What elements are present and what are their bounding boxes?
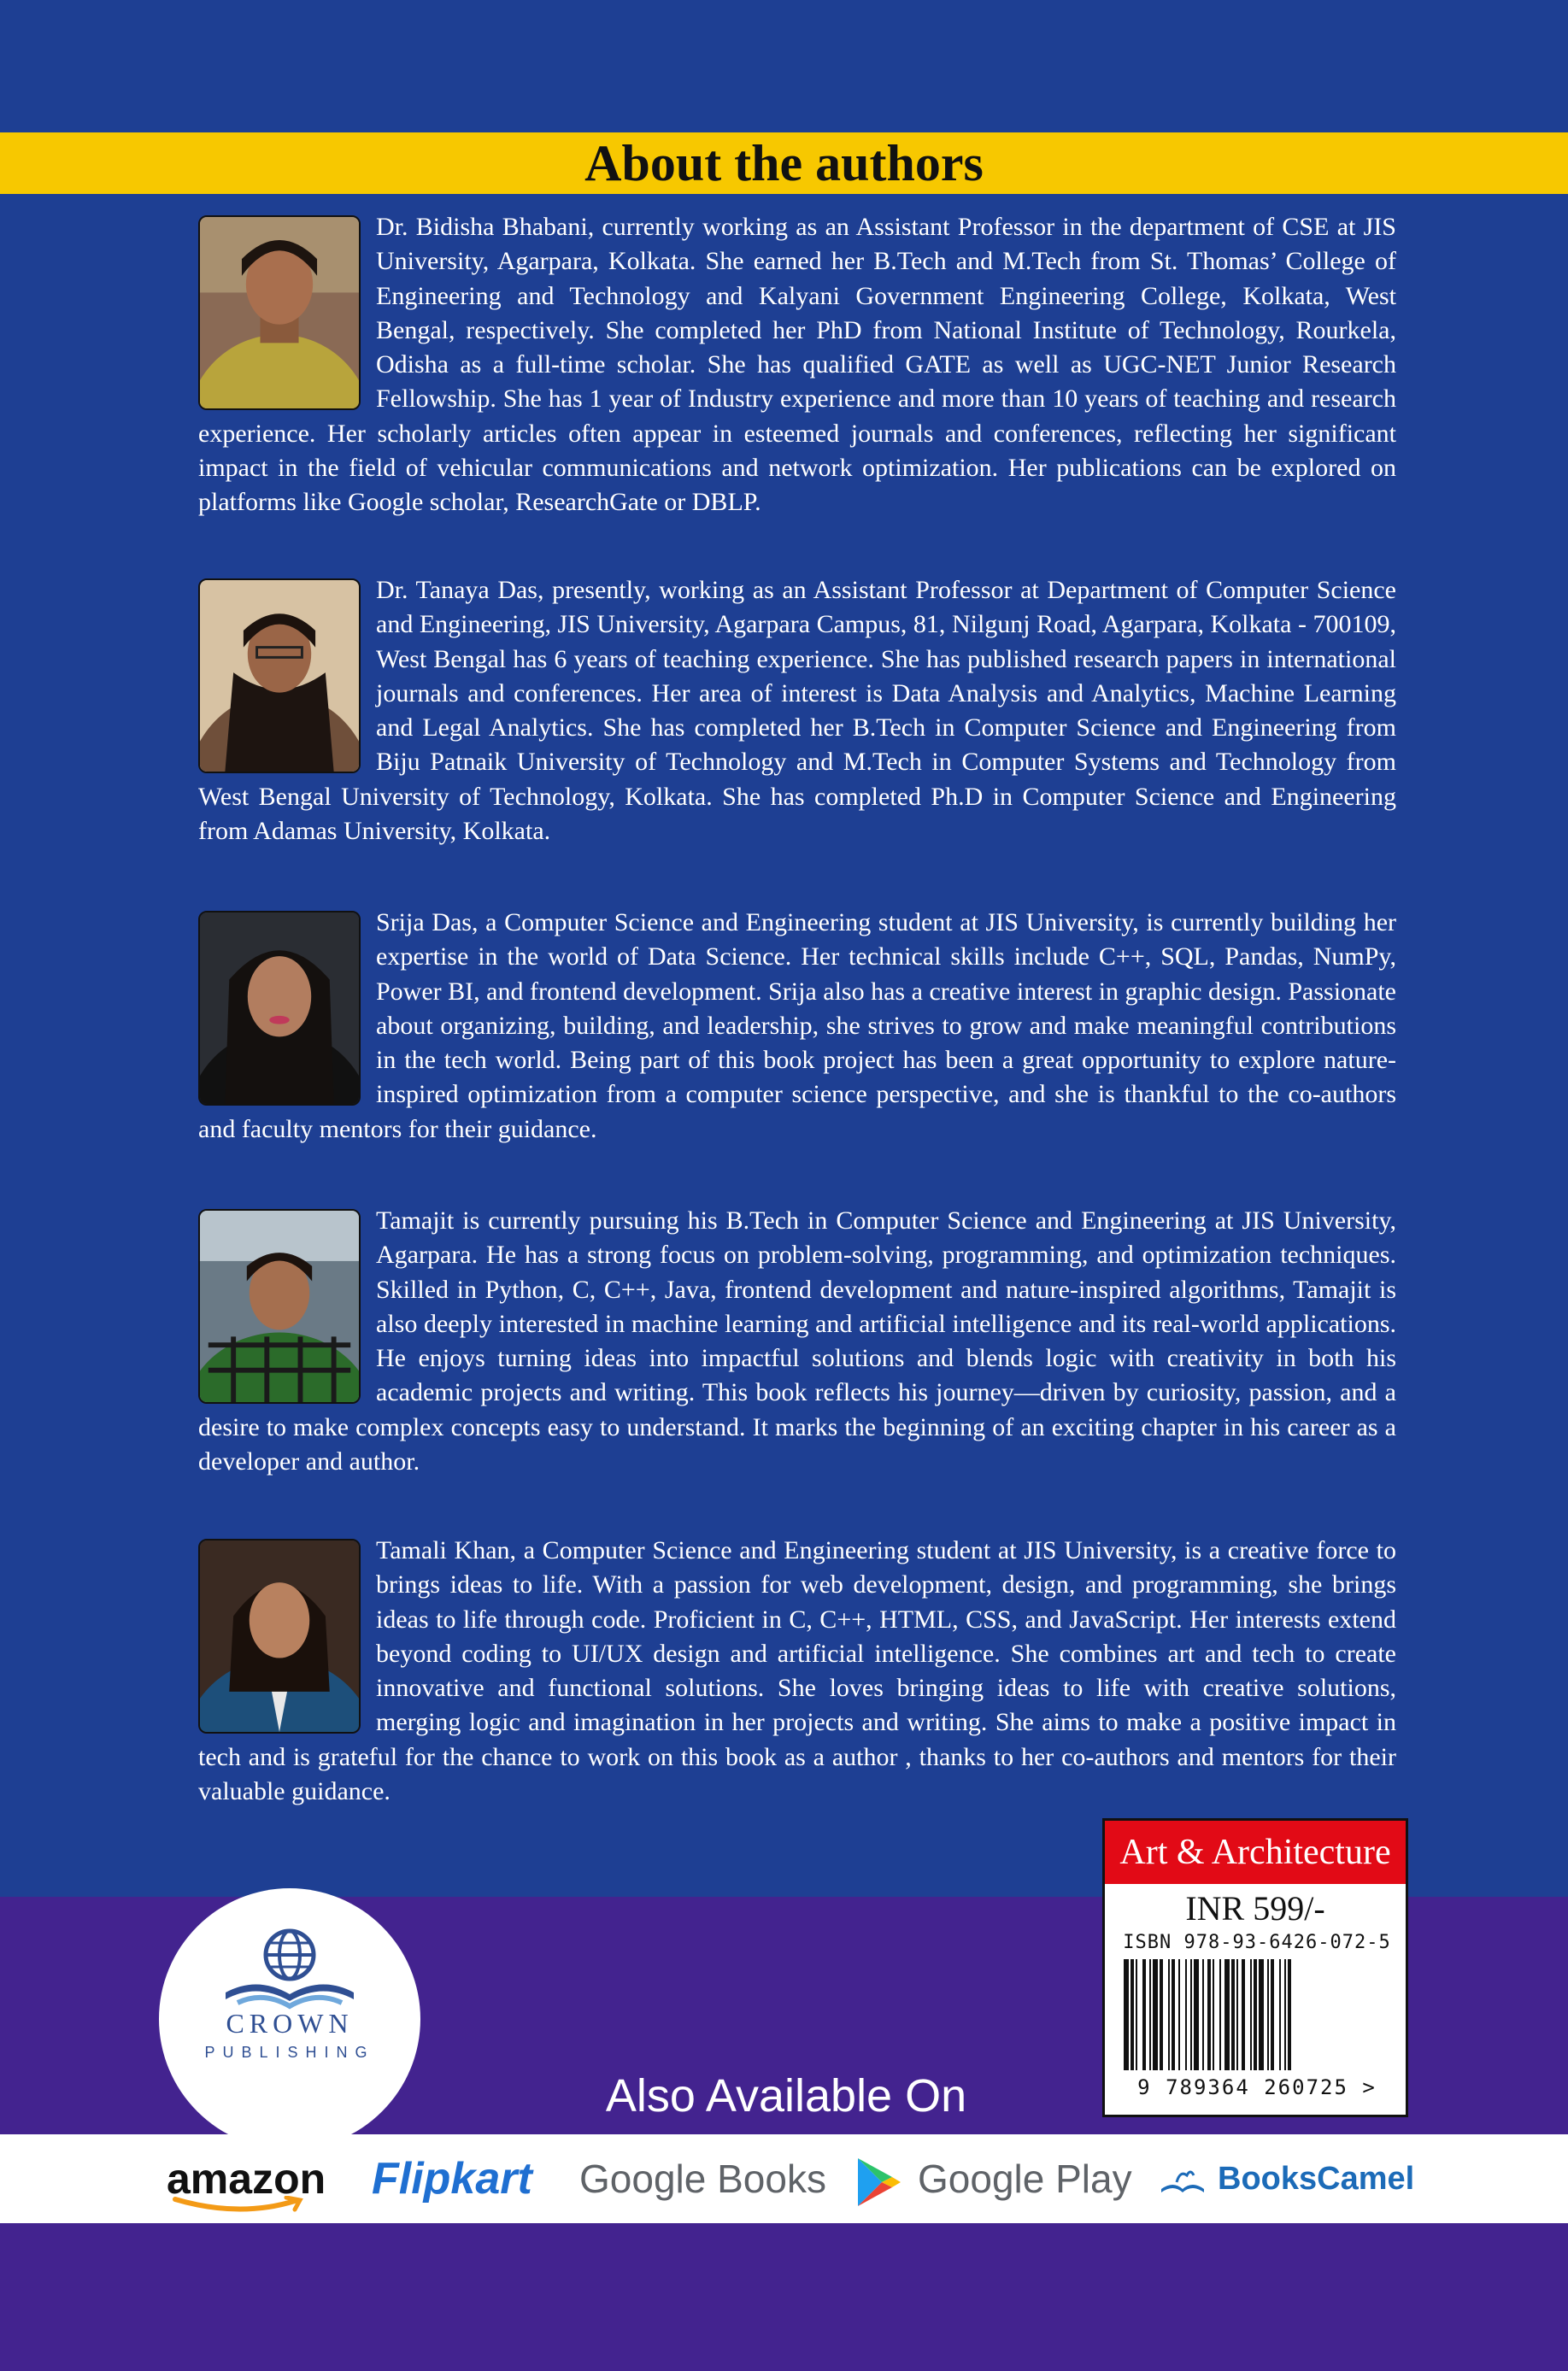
price-label: INR 599/-	[1185, 1889, 1325, 1928]
barcode-bar	[1231, 1959, 1235, 2070]
google-play-icon	[854, 2157, 902, 2208]
flipkart-logo: Flipkart	[372, 2154, 532, 2204]
barcode-bar	[1267, 1959, 1269, 2070]
barcode-bar	[1142, 1959, 1146, 2070]
price-isbn-box	[1102, 1818, 1408, 2117]
google-books-logo: Google Books	[579, 2157, 826, 2201]
barcode-bar	[1279, 1959, 1281, 2070]
barcode-bar	[1224, 1959, 1230, 2070]
barcode-bar	[1124, 1959, 1129, 2070]
barcode-bar	[1284, 1959, 1286, 2070]
barcode-bar	[1168, 1959, 1170, 2070]
bookscamel-book-icon	[1158, 2163, 1207, 2198]
barcode-bar	[1172, 1959, 1175, 2070]
barcode-bar	[1160, 1959, 1163, 2070]
amazon-logo: amazon	[167, 2134, 326, 2223]
author-bio-block	[198, 573, 1396, 848]
author-photo-srija-das	[198, 911, 361, 1106]
store-logos-strip	[0, 2134, 1568, 2223]
publisher-name: CROWN	[226, 2008, 354, 2039]
page-title: About the authors	[584, 135, 984, 191]
barcode-bar	[1236, 1959, 1238, 2070]
author-bio-text: Dr. Tanaya Das, presently, working as an Assistant Professor at Department of Computer Science and Engineering, JIS University, Agarpara Campus, 81, Nilgunj Road, Agarpara, Kolkata - 700109, West Bengal has 6 years of teaching experience. She has published research papers in international journals and conferences. Her area of interest is Data Analysis and Analytics, Machine Learning and Legal Analytics. She has completed her B.Tech in Computer Science and Engineering from Biju Patnaik University of Technology and M.Tech in Computer Systems and Technology from West Bengal University of Technology, Kolkata. She has completed Ph.D in Computer Science and Engineering from Adamas University, Kolkata.	[198, 576, 1396, 846]
barcode-bar	[1213, 1959, 1214, 2070]
barcode-bar	[1185, 1959, 1187, 2070]
title-band	[0, 132, 1568, 194]
author-bio-block	[198, 1204, 1396, 1479]
barcode-bar	[1136, 1959, 1137, 2070]
category-label: Art & Architecture	[1105, 1821, 1406, 1884]
barcode-bar	[1259, 1959, 1264, 2070]
author-bio-text: Tamajit is currently pursuing his B.Tech in Computer Science and Engineering at JIS University, Agarpara. He has a strong focus on problem-solving, programming, and optimization techniques. Skilled in Python, C, C++, Java, frontend development and nature-inspired algorithms, Tamajit is also deeply interested in machine learning and artificial intelligence and its real-world applications. He enjoys turning ideas into impactful solutions and blends logic with creativity in both his academic projects and writing. This book reflects his journey—driven by curiosity, passion, and a desire to make complex concepts easy to understand. It marks the beginning of an exciting chapter in his career as a developer and author.	[198, 1206, 1396, 1476]
author-photo-tanaya-das	[198, 578, 361, 773]
barcode-bar	[1250, 1959, 1252, 2070]
barcode-bar	[1271, 1959, 1274, 2070]
bookscamel-logo: BooksCamel	[1158, 2134, 1414, 2223]
publisher-logo	[159, 1888, 420, 2150]
author-photo-bidisha-bhabani	[198, 215, 361, 410]
barcode-digits: 9 789364 260725 >	[1137, 2075, 1377, 2099]
barcode-bar	[1254, 1959, 1257, 2070]
barcode-bar	[1288, 1959, 1291, 2070]
isbn-barcode	[1122, 1959, 1390, 2070]
barcode-bar	[1149, 1959, 1151, 2070]
author-bio-block	[198, 906, 1396, 1147]
barcode-bar	[1153, 1959, 1158, 2070]
author-bio-block	[198, 1534, 1396, 1809]
barcode-bar	[1130, 1959, 1134, 2070]
author-photo-tamajit	[198, 1209, 361, 1404]
google-play-logo: Google Play	[854, 2134, 1132, 2223]
author-bio-block	[198, 210, 1396, 520]
publisher-subtitle: PUBLISHING	[204, 2044, 375, 2061]
barcode-bar	[1207, 1959, 1211, 2070]
barcode-bar	[1242, 1959, 1245, 2070]
author-bio-text: Srija Das, a Computer Science and Engineering student at JIS University, is currently building her expertise in the world of Data Science. Her technical skills include C++, SQL, Pandas, NumPy, Power BI, and frontend development. Srija also has a creative interest in graphic design. Passionate about organizing, building, and leadership, she strives to grow and make meaningful contributions in the tech world. Being part of this book project has been a great opportunity to explore nature-inspired optimization from a computer science perspective, and she is thankful to the co-authors and faculty mentors for their guidance.	[198, 908, 1396, 1143]
barcode-bar	[1178, 1959, 1180, 2070]
author-bio-text: Dr. Bidisha Bhabani, currently working as an Assistant Professor in the department of CSE at JIS University, Agarpara, Kolkata. She earned her B.Tech and M.Tech from St. Thomas’ College of Engineering and Technology and Kalyani Government Engineering College, Kolkata, West Bengal, respectively. She completed her PhD from National Institute of Technology, Rourkela, Odisha as a full-time scholar. She has qualified GATE as well as UGC-NET Junior Research Fellowship. She has 1 year of Industry experience and more than 10 years of teaching and research experience. Her scholarly articles often appear in esteemed journals and conferences, reflecting her significant impact in the field of vehicular communications and network optimization. Her publications can be explored on platforms like Google scholar, ResearchGate or DBLP.	[198, 213, 1396, 517]
also-available-heading: Also Available On	[605, 2070, 967, 2122]
barcode-bar	[1194, 1959, 1199, 2070]
barcode-bar	[1202, 1959, 1204, 2070]
barcode-bar	[1190, 1959, 1192, 2070]
isbn-label: ISBN 978-93-6426-072-5	[1123, 1932, 1391, 1953]
barcode-bar	[1219, 1959, 1221, 2070]
author-photo-tamali-khan	[198, 1539, 361, 1734]
amazon-smile-icon	[167, 2196, 312, 2213]
author-bio-text: Tamali Khan, a Computer Science and Engineering student at JIS University, is a creative force to brings ideas to life. With a passion for web development, design, and programming, she brings ideas to life through code. Proficient in C, C++, HTML, CSS, and JavaScript. Her interests extend beyond coding to UI/UX design and artificial intelligence. She combines art and tech to create innovative and functional solutions. She loves bringing ideas to life with creative solutions, merging logic and imagination in her projects and writing. She aims to make a positive impact in tech and is grateful for the chance to work on this book as a author , thanks to her co-authors and mentors for their valuable guidance.	[198, 1536, 1396, 1806]
